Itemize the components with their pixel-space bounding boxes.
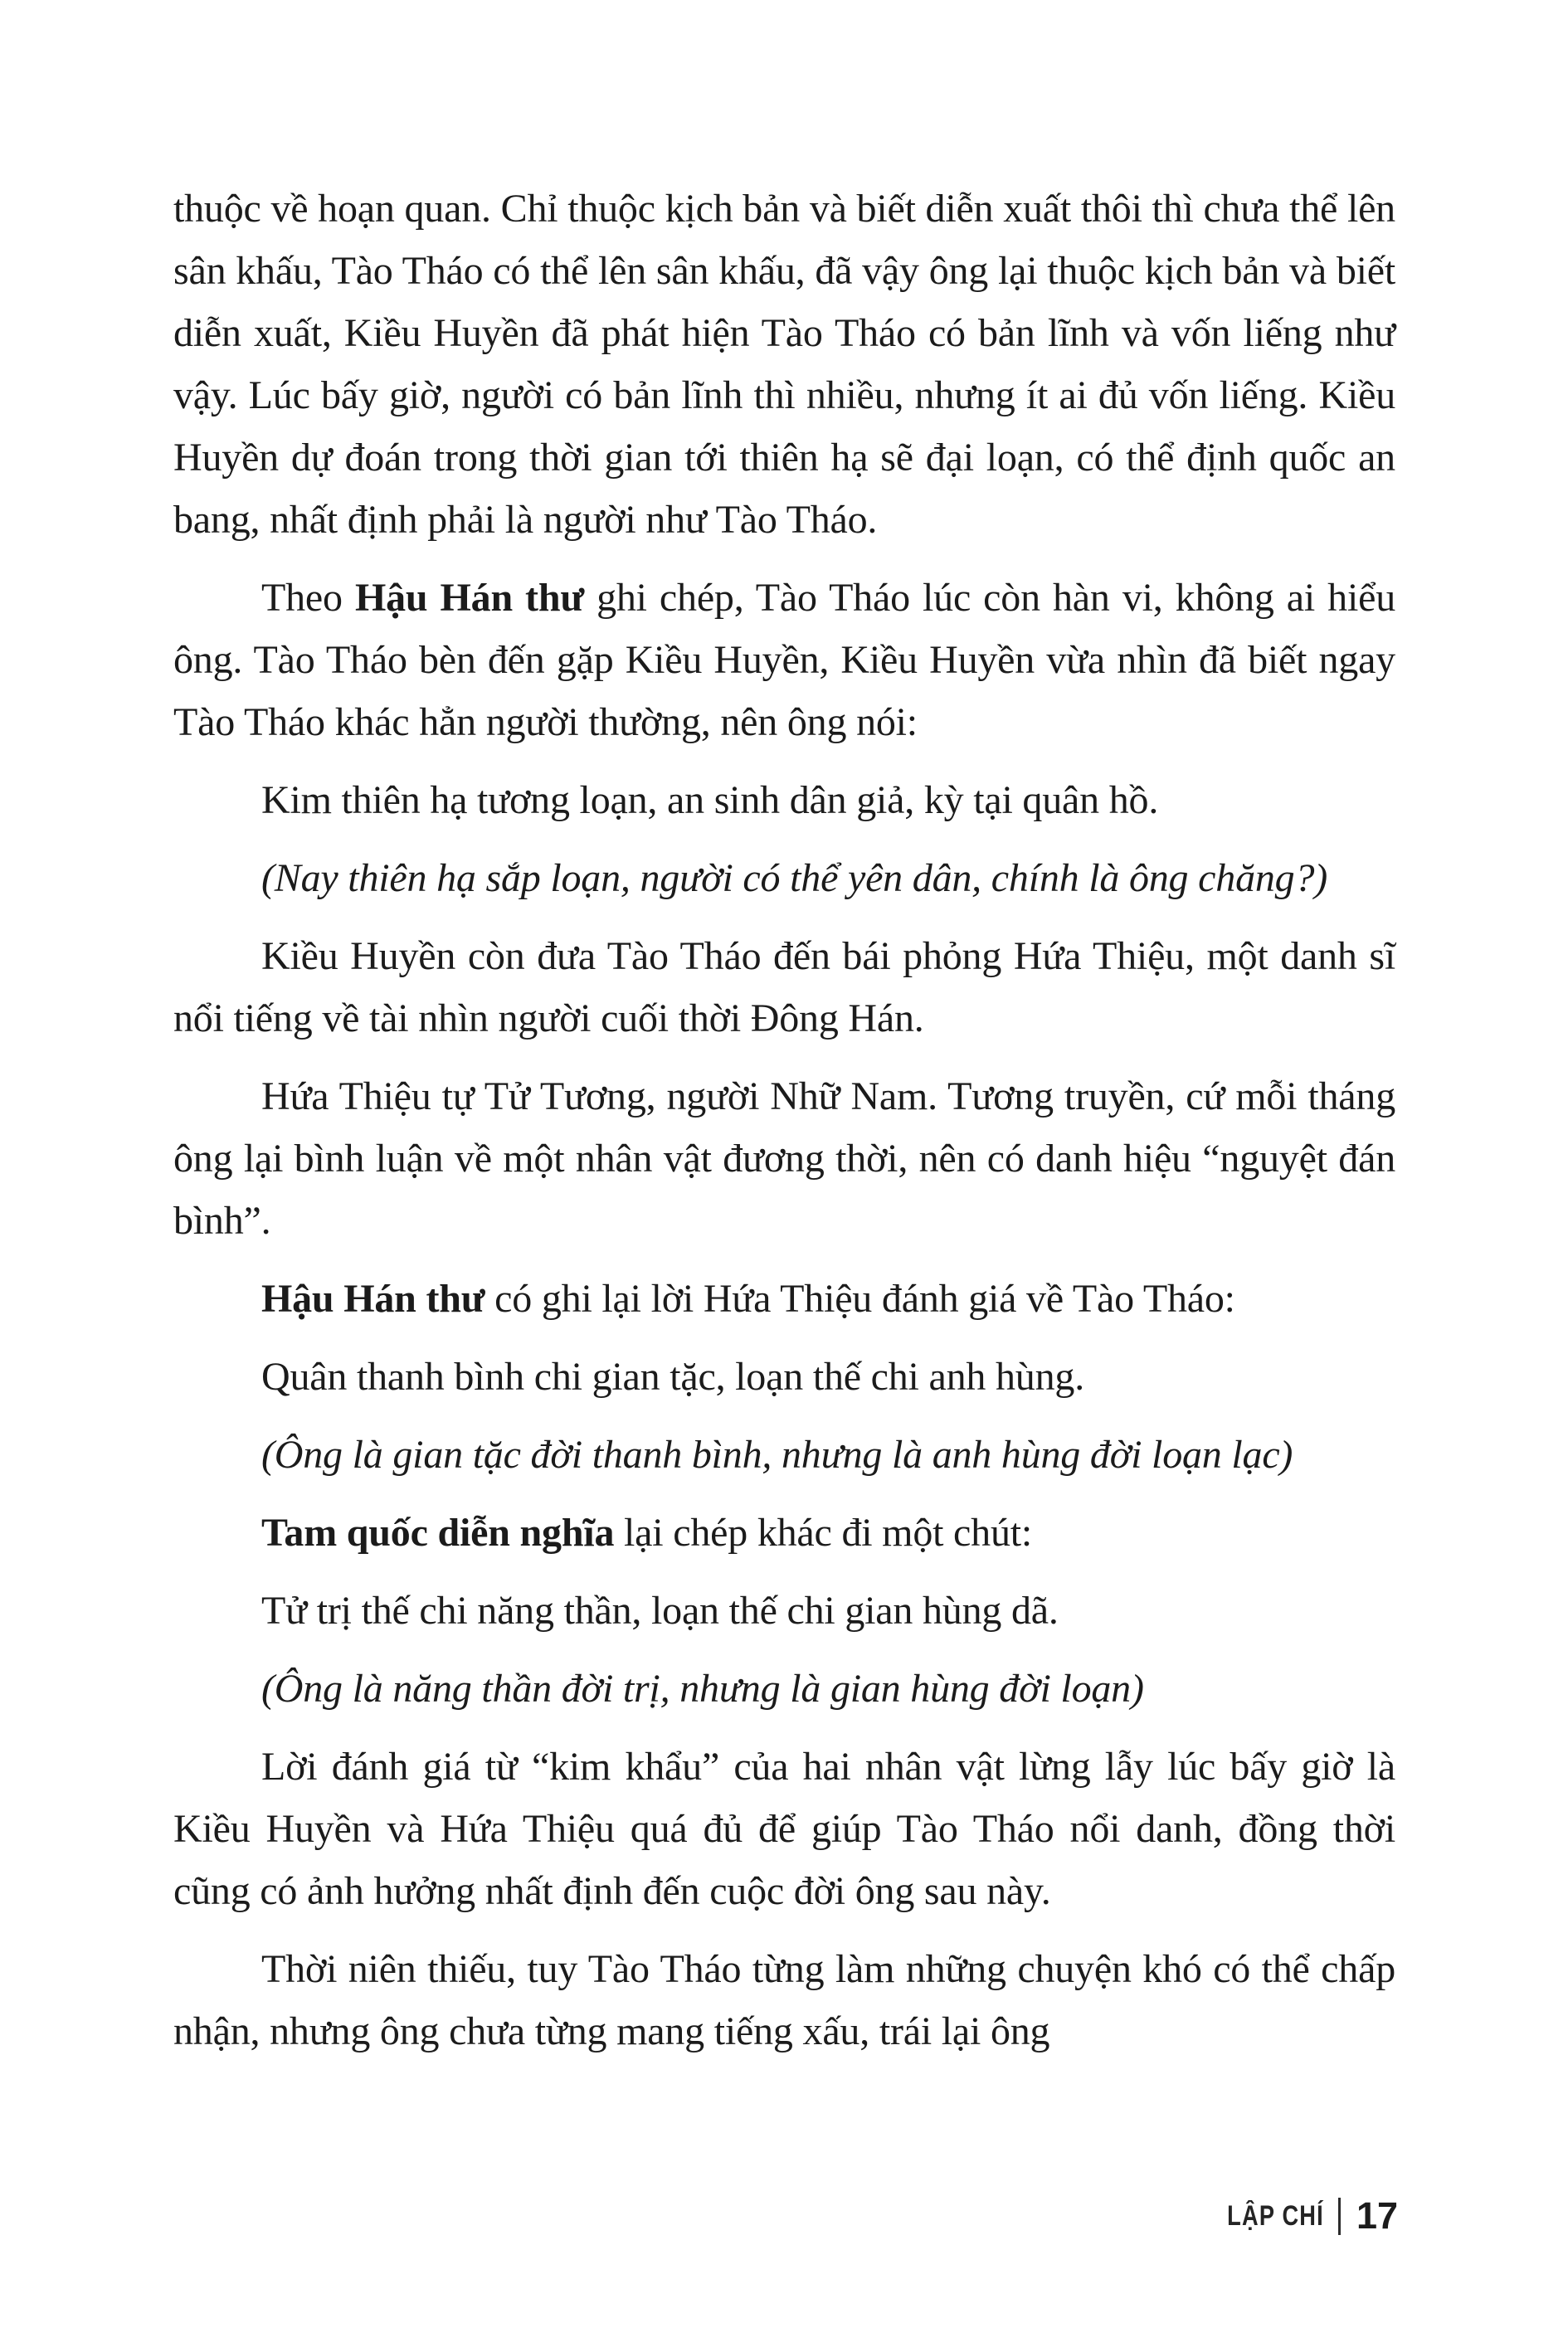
text-run: Thời niên thiếu, tuy Tào Tháo từng làm những chuyện khó có thể chấp nhận, nhưng ông chưa từng mang tiếng xấu, trái lại ông: [173, 1947, 1395, 2053]
text-run: Tử trị thế chi năng thần, loạn thế chi gian hùng dã.: [261, 1589, 1059, 1633]
text-run: ghi chép, Tào Tháo lúc còn hàn vi, không ai hiểu ông. Tào Tháo bèn đến gặp Kiều Huyền, Kiều Huyền vừa nhìn đã biết ngay Tào Tháo khác hẳn người thường, nên ông nói:: [173, 576, 1395, 744]
paragraph: [173, 1938, 1395, 2062]
page-number: 17: [1356, 2194, 1398, 2237]
text-run: có ghi lại lời Hứa Thiệu đánh giá về Tào Tháo:: [485, 1277, 1235, 1321]
page-footer: [1203, 2194, 1398, 2238]
text-run: Kim thiên hạ tương loạn, an sinh dân giả, kỳ tại quân hồ.: [261, 778, 1159, 822]
text-run: Quân thanh bình chi gian tặc, loạn thế chi anh hùng.: [261, 1355, 1084, 1399]
text-block: [173, 178, 1395, 2062]
text-run: Theo: [261, 576, 355, 620]
quote-line: [173, 769, 1395, 831]
translation-line: [173, 1658, 1395, 1720]
paragraph-continued: [173, 178, 1395, 551]
text-run: (Ông là gian tặc đời thanh bình, nhưng là anh hùng đời loạn lạc): [261, 1433, 1293, 1477]
text-run: Lời đánh giá từ “kim khẩu” của hai nhân vật lừng lẫy lúc bấy giờ là Kiều Huyền và Hứa Thiệu quá đủ để giúp Tào Tháo nổi danh, đồng thời cũng có ảnh hưởng nhất định đến cuộc đời ông sau này.: [173, 1745, 1395, 1913]
paragraph: [173, 1065, 1395, 1252]
paragraph: [173, 1502, 1395, 1564]
text-run: (Nay thiên hạ sắp loạn, người có thể yên dân, chính là ông chăng?): [261, 856, 1328, 900]
quote-line: [173, 1346, 1395, 1408]
book-title-run: Hậu Hán thư: [354, 576, 584, 620]
paragraph: [173, 925, 1395, 1049]
book-title-run: Tam quốc diễn nghĩa: [261, 1511, 615, 1555]
footer-divider: [1338, 2198, 1341, 2235]
translation-line: [173, 847, 1395, 909]
text-run: (Ông là năng thần đời trị, nhưng là gian hùng đời loạn): [261, 1667, 1144, 1711]
paragraph: [173, 567, 1395, 753]
book-title-run: Hậu Hán thư: [261, 1277, 485, 1321]
running-title: LẬP CHÍ: [1227, 2200, 1324, 2232]
paragraph: [173, 1268, 1395, 1330]
text-run: Kiều Huyền còn đưa Tào Tháo đến bái phỏng Hứa Thiệu, một danh sĩ nổi tiếng về tài nhìn người cuối thời Đông Hán.: [173, 934, 1395, 1040]
text-run: thuộc về hoạn quan. Chỉ thuộc kịch bản và biết diễn xuất thôi thì chưa thể lên sân khấu, Tào Tháo có thể lên sân khấu, đã vậy ông lại thuộc kịch bản và biết diễn xuất, Kiều Huyền đã phát hiện Tào Tháo có bản lĩnh và vốn liếng như vậy. Lúc bấy giờ, người có bản lĩnh thì nhiều, nhưng ít ai đủ vốn liếng. Kiều Huyền dự đoán trong thời gian tới thiên hạ sẽ đại loạn, có thể định quốc an bang, nhất định phải là người như Tào Tháo.: [173, 187, 1395, 542]
text-run: Hứa Thiệu tự Tử Tương, người Nhữ Nam. Tương truyền, cứ mỗi tháng ông lại bình luận về một nhân vật đương thời, nên có danh hiệu “nguyệt đán bình”.: [173, 1074, 1395, 1243]
text-run: lại chép khác đi một chút:: [614, 1511, 1033, 1555]
quote-line: [173, 1580, 1395, 1642]
paragraph: [173, 1736, 1395, 1922]
translation-line: [173, 1424, 1395, 1486]
